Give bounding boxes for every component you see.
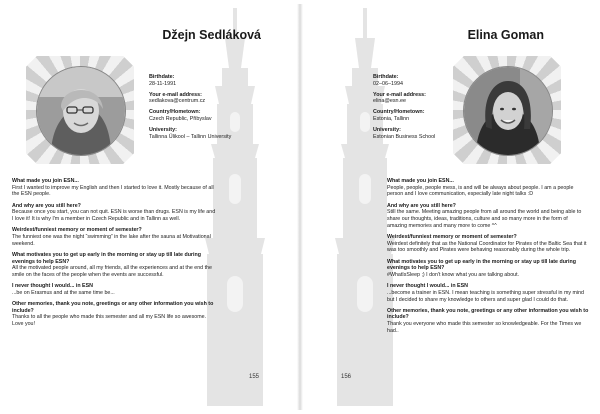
- university-value: Estonian Business School: [373, 133, 436, 140]
- answer: Weirdest definitely that as the National Coordinator for Pirates of the Baltic Sea that it was too smoothly and Pirates were behaving reasonably during the whole trip.: [387, 240, 587, 254]
- answer: ...be on Erasmus and at the same time be...: [12, 289, 115, 296]
- question: I never thought I would... in ESN: [12, 283, 93, 290]
- qa-item: [387, 234, 589, 254]
- university-label: University:: [373, 126, 401, 133]
- profile-photo-left: [37, 67, 125, 155]
- university-value: Tallinna Ülikool – Tallinn University: [149, 133, 232, 140]
- birthdate-value: 28-11-1991: [149, 80, 177, 87]
- answer: All the motivated people around, all my friends, all the experiences and at the end the smile on the faces of the people when the events are successful.: [12, 265, 212, 278]
- answer: ...become a trainer in ESN. I mean teaching is something super stressful in my mind but I decided to share my knowledge to others and super glad I could do that.: [387, 289, 584, 303]
- answer: The funniest one was the night “swimming” in the lake after the sauna at Motivational weekend.: [12, 233, 211, 247]
- answer: Thank you everyone who made this semester so knowledgeable. For the Times we had..: [387, 321, 582, 334]
- birthdate-label: Birthdate:: [149, 74, 175, 80]
- qa-item: [12, 227, 218, 247]
- question: Other memories, thank you note, greetings or any other information you wish to include?: [12, 301, 214, 314]
- qa-item: [387, 308, 589, 335]
- question: What motivates you to get up early in the morning or stay up till late during evenings to help ESN?: [387, 258, 576, 272]
- hometown-value: Czech Republic, Přibyslav: [149, 115, 212, 122]
- answer: #WhatIsSleep ;) I don't know what you are talking about.: [387, 271, 520, 278]
- answer: Still the same. Meeting amazing people from all around the world and being able to share our thoughts, ideas, traditions, culture and so many more in the form of amazing memories and many more to come ^^: [387, 209, 582, 229]
- portrait-frame: [26, 56, 134, 164]
- right-page: [305, 8, 594, 406]
- personal-info: [149, 74, 269, 144]
- question-answer-list: [387, 178, 589, 339]
- university-label: University:: [149, 126, 177, 133]
- email-value: sedlakova@centrum.cz: [149, 98, 206, 105]
- question-answer-list: [12, 178, 218, 332]
- personal-info: [373, 74, 493, 144]
- person-name: Džejn Sedláková: [162, 28, 261, 42]
- hometown-label: Country/Hometown:: [149, 109, 201, 116]
- answer: People, people, people mess, is and will be always about people. I am a people person and I love communication, especially late night talks :D: [387, 184, 574, 198]
- birthdate-label: Birthdate:: [373, 74, 399, 80]
- question: What made you join ESN...: [12, 178, 79, 184]
- page-number: 156: [341, 374, 352, 380]
- answer: Thanks to all the people who made this semester and all my ESN life so awesome. Love you!: [12, 314, 207, 328]
- question: Other memories, thank you note, greetings or any other information you wish to include?: [387, 307, 589, 321]
- qa-item: [387, 283, 589, 303]
- question: What made you join ESN...: [387, 178, 454, 184]
- hometown-value: Estonia, Tallinn: [373, 115, 410, 122]
- question: And why are you still here?: [12, 202, 81, 209]
- question: Weirdest/funniest memory or moment of semester?: [12, 227, 142, 234]
- email-label: Your e-mail address:: [149, 91, 202, 98]
- left-page: [6, 8, 295, 406]
- birthdate-value: 02–06–1994: [373, 80, 403, 87]
- qa-item: [12, 301, 218, 328]
- answer: Because once you start, you can not quit. ESN is worse than drugs. ESN is my life and I love it! It is why I'm a member in Czech Republic and in Tallinn as well.: [12, 209, 216, 223]
- qa-item: [387, 259, 589, 279]
- qa-item: [12, 203, 218, 223]
- email-value: elina@esn.ee: [373, 98, 407, 105]
- book-spine: [297, 4, 303, 410]
- qa-item: [12, 283, 218, 296]
- qa-item: [387, 203, 589, 230]
- email-label: Your e-mail address:: [373, 91, 426, 98]
- profile-photo: [36, 66, 126, 156]
- person-name: Elina Goman: [467, 28, 544, 42]
- answer: First I wanted to improve my English and then I started to love it. Mostly because of all the ESN people.: [12, 184, 214, 198]
- qa-item: [12, 252, 218, 279]
- question: Weirdest/funniest memory or moment of semester?: [387, 233, 517, 240]
- qa-item: [12, 178, 218, 198]
- question: And why are you still here?: [387, 202, 456, 209]
- page-number: 155: [249, 374, 260, 380]
- question: What motivates you to get up early in the morning or stay up till late during evenings to help ESN?: [12, 251, 201, 265]
- hometown-label: Country/Hometown:: [373, 109, 425, 116]
- question: I never thought I would... in ESN: [387, 283, 468, 290]
- qa-item: [387, 178, 589, 198]
